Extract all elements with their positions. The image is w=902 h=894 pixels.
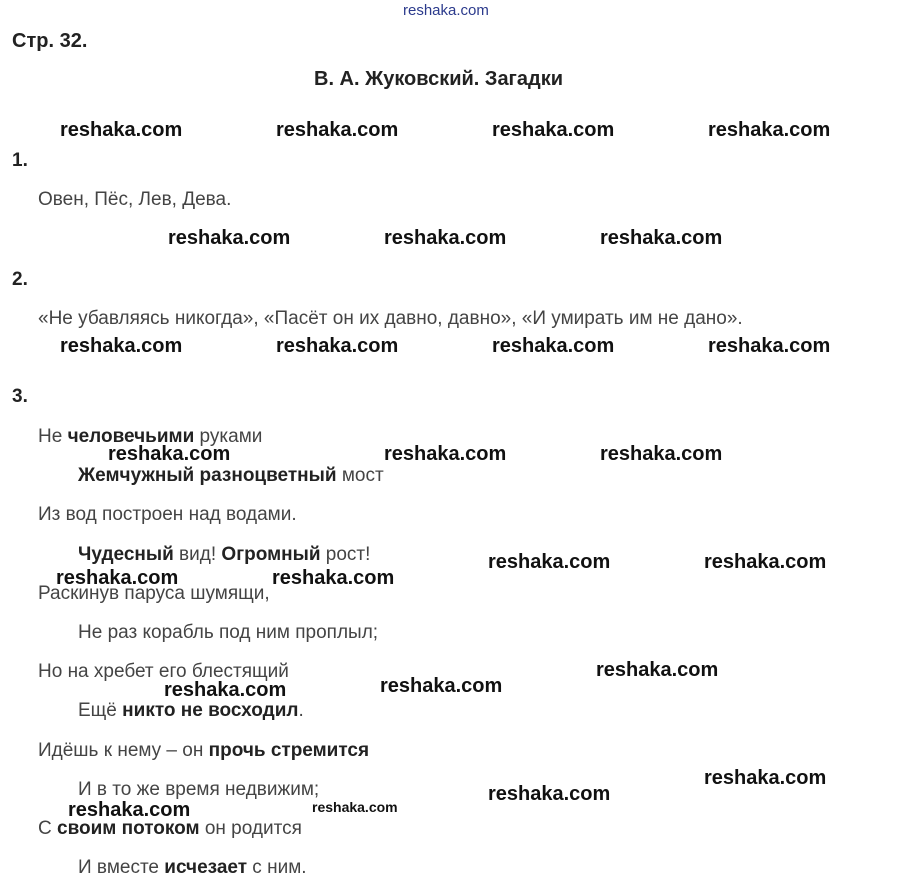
page-title: В. А. Жуковский. Загадки	[314, 68, 564, 90]
poem-line	[78, 544, 370, 566]
watermark: reshaka.com	[492, 119, 615, 141]
poem-text: руками	[194, 426, 263, 447]
poem-line	[38, 740, 369, 762]
poem-line	[78, 779, 319, 801]
poem-line	[78, 700, 304, 722]
watermark: reshaka.com	[596, 659, 719, 681]
watermark: reshaka.com	[704, 767, 827, 789]
watermark: reshaka.com	[168, 227, 291, 249]
watermark: reshaka.com	[600, 227, 723, 249]
watermark: reshaka.com	[276, 119, 399, 141]
poem-text: И вместе	[78, 857, 165, 879]
page-reference: Стр. 32.	[12, 30, 88, 52]
watermark: reshaka.com	[384, 227, 507, 249]
poem-text: с ним.	[247, 857, 307, 879]
question-1-answer: Овен, Пёс, Лев, Дева.	[38, 189, 232, 210]
poem-line	[38, 504, 297, 526]
poem-text: он родится	[199, 818, 302, 839]
poem-text: Идёшь к нему – он	[38, 739, 209, 761]
poem-text: Раскинув паруса шумящи,	[38, 582, 270, 604]
question-2-answer: «Не убавляясь никогда», «Пасёт он их давно, давно», «И умирать им не дано».	[38, 308, 743, 329]
poem-emphasis: никто не восходил	[122, 700, 299, 722]
watermark: reshaka.com	[60, 119, 183, 141]
watermark: reshaka.com	[488, 551, 611, 573]
question-3-number: 3.	[12, 386, 28, 407]
watermark: reshaka.com	[384, 443, 507, 465]
poem-text: Ещё	[78, 700, 123, 722]
poem-text: вид!	[173, 543, 222, 565]
poem-text: Не раз корабль под ним проплыл;	[78, 622, 379, 643]
watermark: reshaka.com	[68, 799, 191, 821]
watermark: reshaka.com	[164, 679, 287, 701]
watermark: reshaka.com	[488, 783, 611, 805]
poem-line	[78, 622, 378, 644]
poem-emphasis: прочь стремится	[208, 739, 370, 761]
poem-text: рост!	[320, 543, 371, 565]
watermark: reshaka.com	[56, 567, 179, 589]
poem-text: Из вод построен над водами.	[38, 504, 297, 526]
watermark: reshaka.com	[492, 335, 615, 357]
poem-emphasis: человечьими	[67, 426, 195, 447]
watermark: reshaka.com	[600, 443, 723, 465]
watermark: reshaka.com	[708, 119, 831, 141]
watermark: reshaka.com	[108, 443, 231, 465]
watermark: reshaka.com	[272, 567, 395, 589]
poem-emphasis: своим потоком	[57, 818, 200, 839]
question-1-number: 1.	[12, 150, 28, 171]
watermark: reshaka.com	[60, 335, 183, 357]
poem-emphasis: Огромный	[221, 543, 321, 565]
poem-text: Не	[38, 426, 68, 447]
poem-emphasis: исчезает	[164, 857, 248, 879]
watermark: reshaka.com	[380, 675, 503, 697]
watermark: reshaka.com	[312, 799, 398, 815]
poem-text: И в то же время недвижим;	[78, 778, 320, 800]
top-watermark: reshaka.com	[403, 2, 489, 19]
watermark: reshaka.com	[276, 335, 399, 357]
watermark: reshaka.com	[704, 551, 827, 573]
poem-text: С	[38, 818, 57, 839]
poem-emphasis: Жемчужный разноцветный	[78, 465, 337, 487]
poem-text: .	[298, 700, 304, 722]
poem-text: мост	[336, 465, 384, 487]
question-2-number: 2.	[12, 269, 28, 290]
watermark: reshaka.com	[708, 335, 831, 357]
poem-text: Но на хребет его блестящий	[38, 661, 289, 683]
poem-line	[78, 465, 384, 487]
poem-line	[78, 857, 307, 879]
poem-emphasis: Чудесный	[78, 543, 174, 565]
